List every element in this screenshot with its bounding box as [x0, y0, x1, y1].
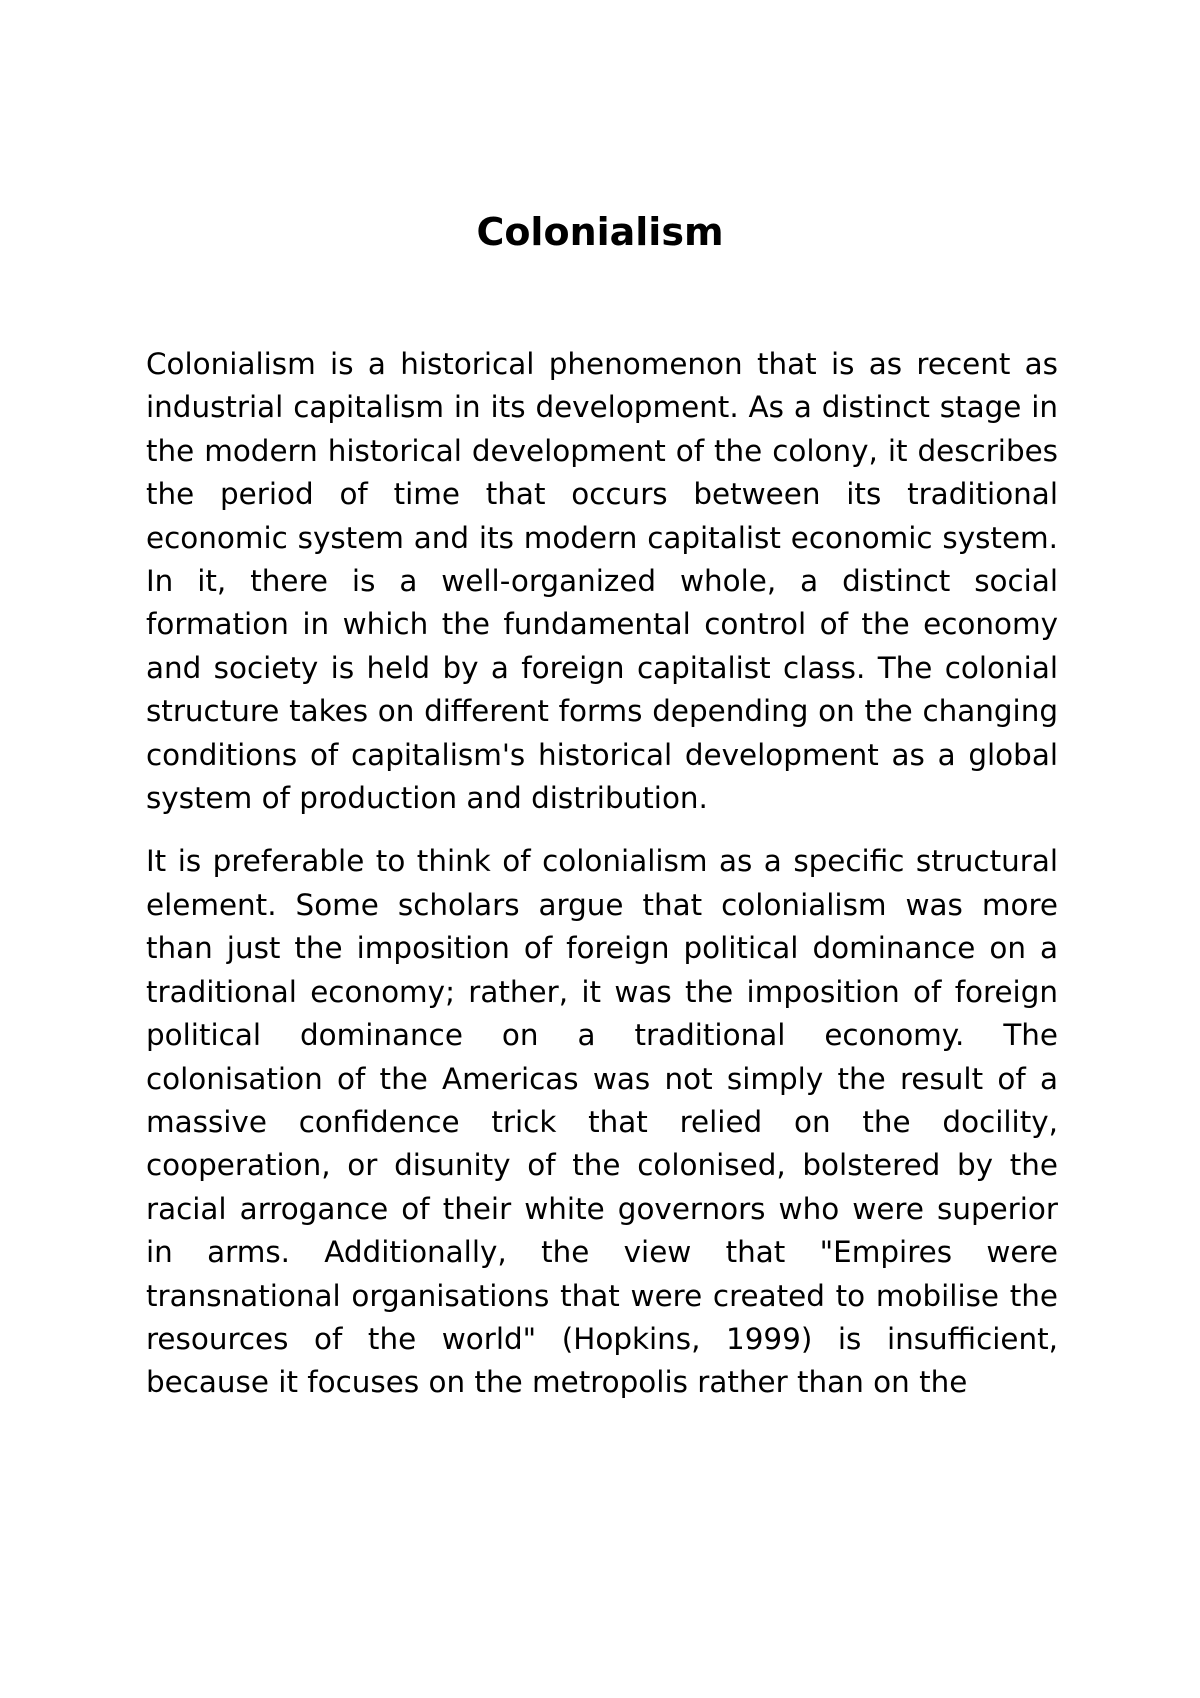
- paragraph-2: It is preferable to think of colonialism as a specific structural element. Some scholars argue that colonialism was more than just the imposition of foreign political dominance on a traditional economy; rather, it was the imposition of foreign political dominance on a traditional economy. The colonisation of the Americas was not simply the result of a massive confidence trick that relied on the docility, cooperation, or disunity of the colonised, bolstered by the racial arrogance of their white governors who were superior in arms. Additionally, the view that "Empires were transnational organisations that were created to mobilise the resources of the world" (Hopkins, 1999) is insufficient, because it focuses on the metropolis rather than on the: [146, 844, 1058, 1400]
- paragraph-1: Colonialism is a historical phenomenon that is as recent as industrial capitalism in its development. As a distinct stage in the modern historical development of the colony, it describes the period of time that occurs between its traditional economic system and its modern capitalist economic system. In it, there is a well-organized whole, a distinct social formation in which the fundamental control of the economy and society is held by a foreign capitalist class. The colonial structure takes on different forms depending on the changing conditions of capitalism's historical development as a global system of production and distribution.: [146, 347, 1058, 816]
- document-title: Colonialism: [476, 210, 724, 254]
- document-body: [146, 343, 1058, 1425]
